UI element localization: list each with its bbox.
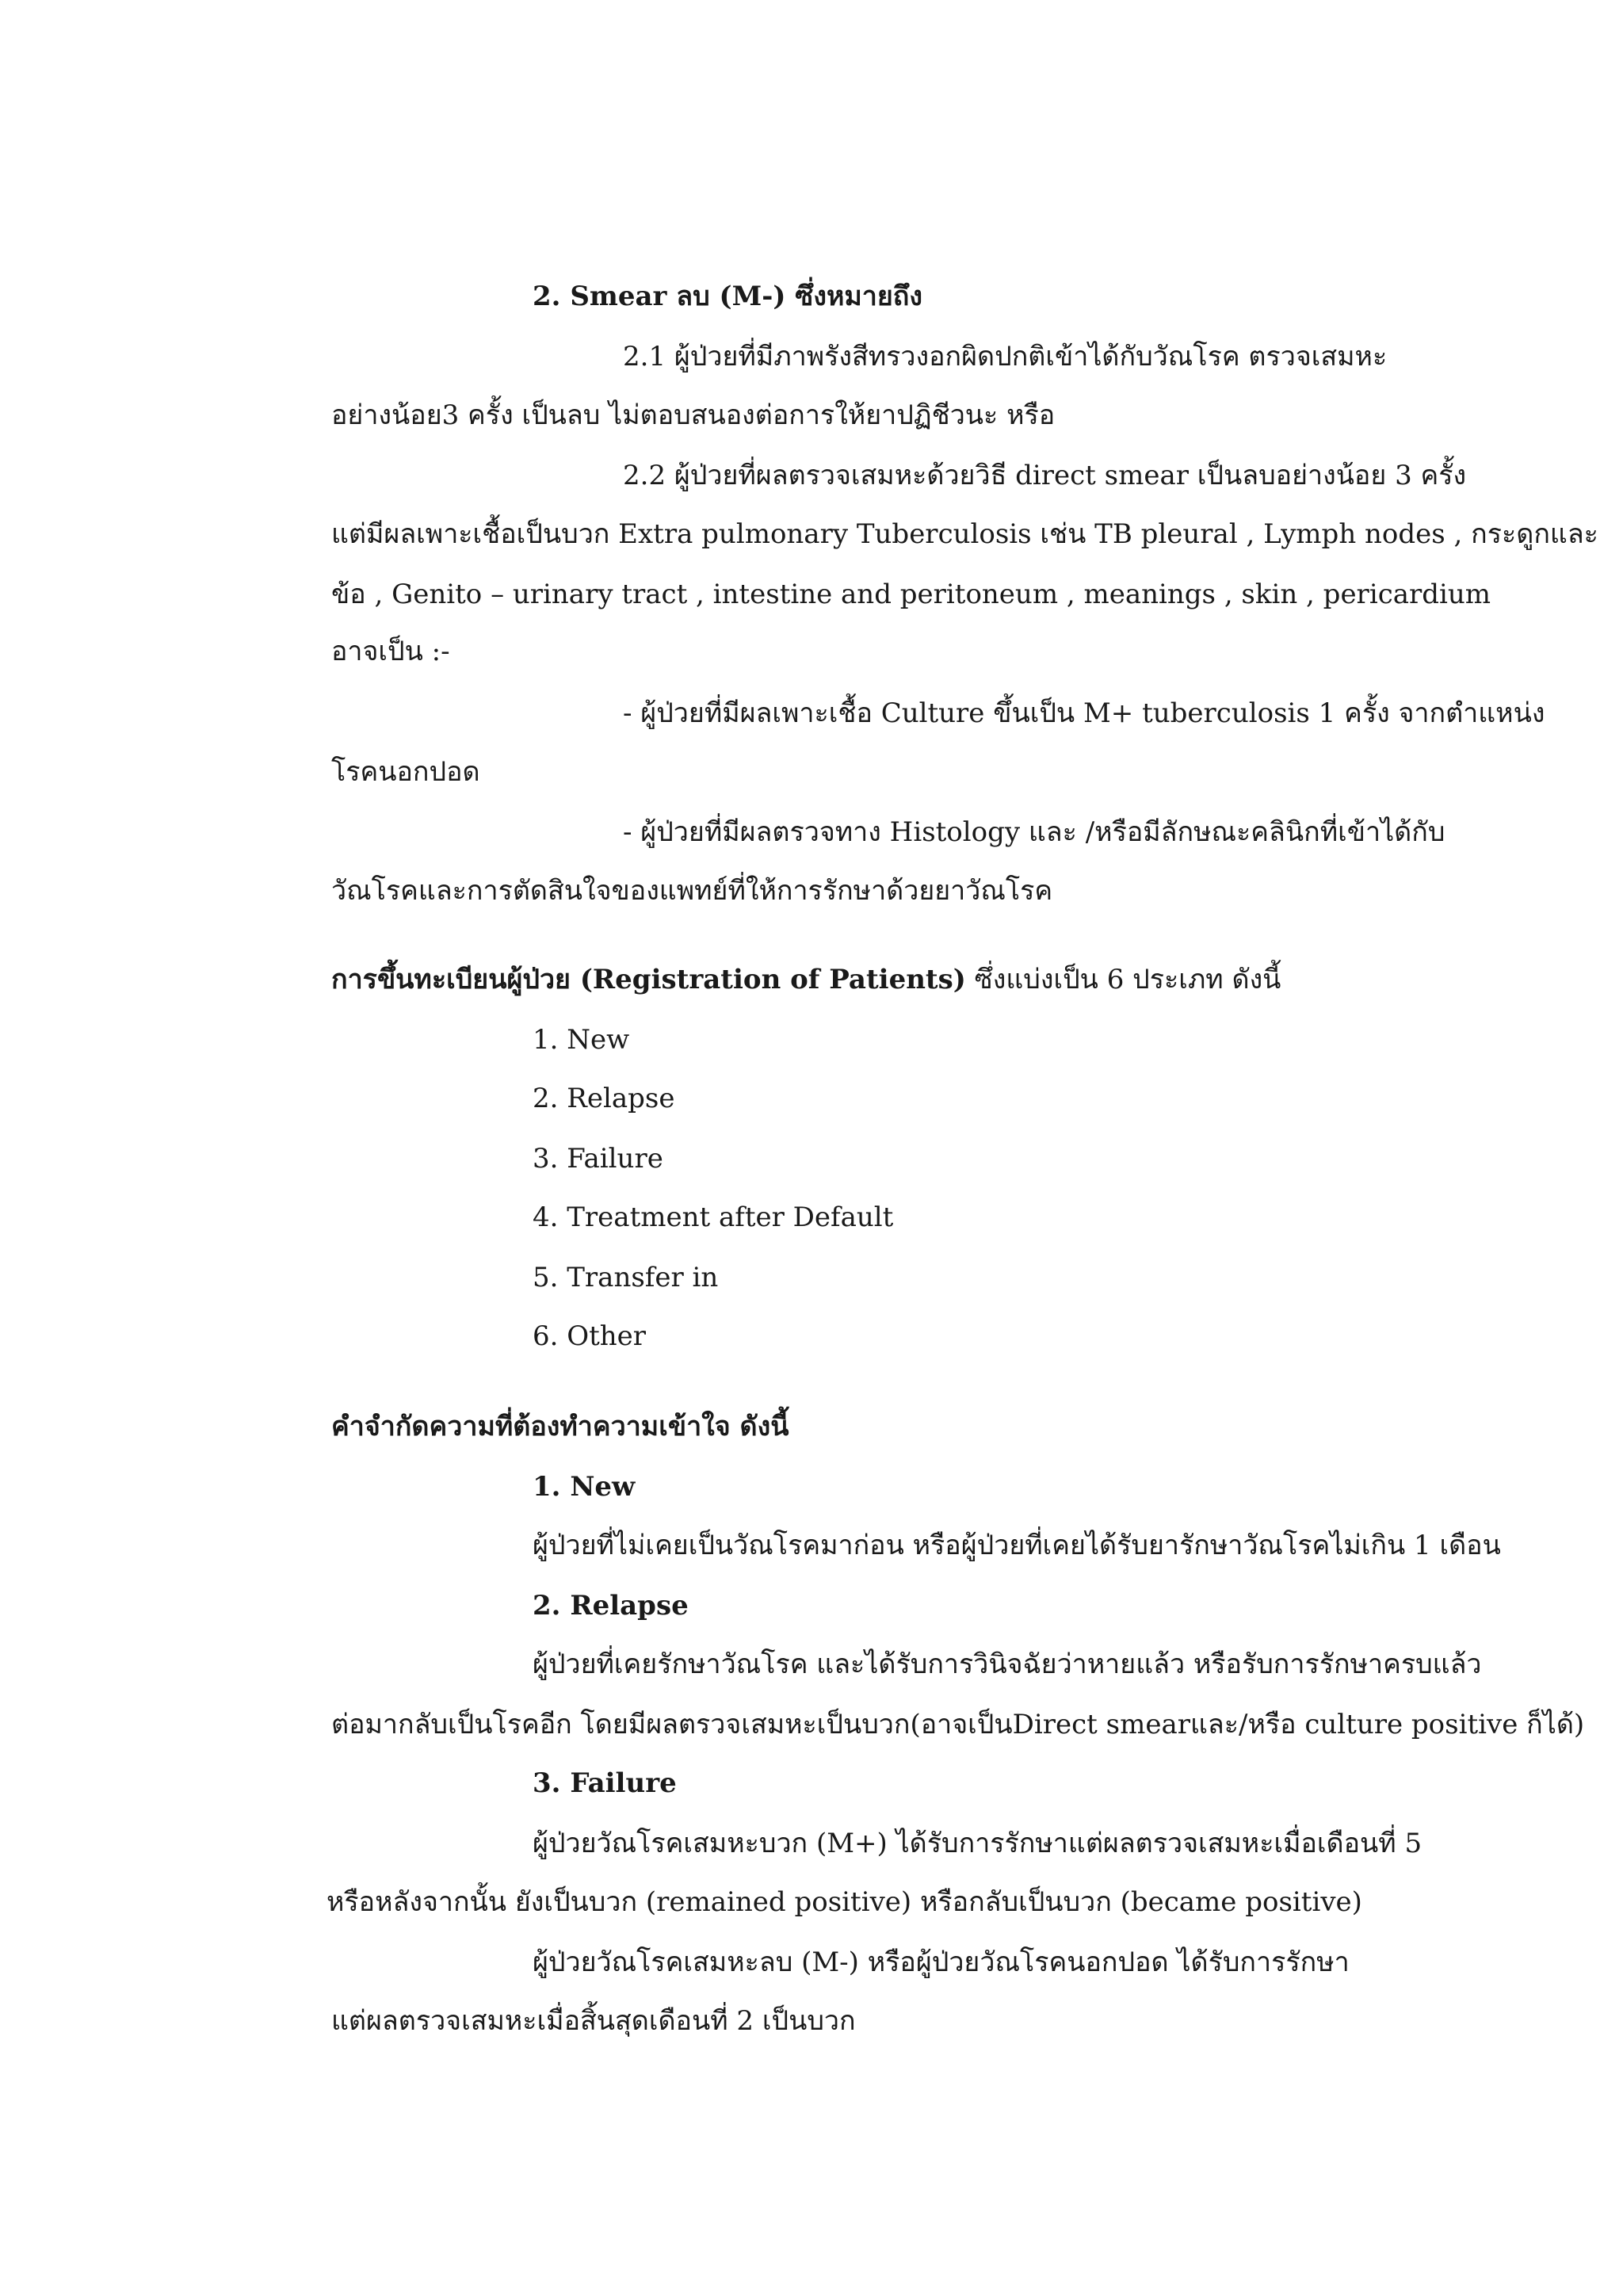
bullet-culture-line-2: โรคนอกปอด [331,756,480,788]
bullet-histology-line-2: วัณโรคและการตัดสินใจของแพทย์ที่ให้การรักษาด้วยยาวัณโรค [331,875,1053,907]
definition-failure-line-2: หรือหลังจากนั้น ยังเป็นบวก (remained positive) หรือกลับเป็นบวก (became positive) [327,1886,1362,1918]
bullet-histology-line-1: - ผู้ป่วยที่มีผลตรวจทาง Histology และ /หรือมีลักษณะคลินิกที่เข้าได้กับ [623,816,1445,848]
registration-item: 6. Other [533,1320,647,1352]
registration-item: 4. Treatment after Default [533,1201,894,1233]
paragraph-2-2-line-1: 2.2 ผู้ป่วยที่ผลตรวจเสมหะด้วยวิธี direct smear เป็นลบอย่างน้อย 3 ครั้ง [623,460,1467,491]
definition-failure-title: 3. Failure [533,1767,677,1799]
paragraph-2-1-line-2: อย่างน้อย3 ครั้ง เป็นลบ ไม่ตอบสนองต่อการให้ยาปฏิชีวนะ หรือ [331,399,1056,431]
registration-item: 3. Failure [533,1143,663,1175]
paragraph-2-2-line-4: อาจเป็น :- [331,636,450,667]
definition-failure-line-4: แต่ผลตรวจเสมหะเมื่อสิ้นสุดเดือนที่ 2 เป็นบวก [331,2005,856,2037]
definition-relapse-line-1: ผู้ป่วยที่เคยรักษาวัณโรค และได้รับการวินิจฉัยว่าหายแล้ว หรือรับการรักษาครบแล้ว [533,1648,1482,1680]
definitions-heading: คำจำกัดความที่ต้องทำความเข้าใจ ดังนี้ [331,1411,789,1442]
definition-failure-line-3: ผู้ป่วยวัณโรคเสมหะลบ (M-) หรือผู้ป่วยวัณโรคนอกปอด ได้รับการรักษา [533,1946,1350,1978]
registration-item: 1. New [533,1024,630,1056]
registration-heading: การขึ้นทะเบียนผู้ป่วย (Registration of Patients) [331,964,966,995]
registration-heading-line [331,962,1281,997]
definition-relapse-line-2: ต่อมากลับเป็นโรคอีก โดยมีผลตรวจเสมหะเป็นบวก(อาจเป็นDirect smearและ/หรือ culture positive ก็ได้) [331,1709,1585,1740]
definition-new-text: ผู้ป่วยที่ไม่เคยเป็นวัณโรคมาก่อน หรือผู้ป่วยที่เคยได้รับยารักษาวัณโรคไม่เกิน 1 เดือน [533,1530,1501,1561]
definition-failure-line-1: ผู้ป่วยวัณโรคเสมหะบวก (M+) ได้รับการรักษาแต่ผลตรวจเสมหะเมื่อเดือนที่ 5 [533,1828,1423,1859]
registration-heading-tail: ซึ่งแบ่งเป็น 6 ประเภท ดังนี้ [965,964,1281,995]
paragraph-2-2-line-2: แต่มีผลเพาะเชื้อเป็นบวก Extra pulmonary Tuberculosis เช่น TB pleural , Lymph nodes , กระดูกและ [331,518,1598,550]
registration-item: 2. Relapse [533,1083,675,1114]
definition-new-title: 1. New [533,1471,636,1503]
smear-negative-heading: 2. Smear ลบ (M-) ซึ่งหมายถึง [533,281,922,312]
definition-relapse-title: 2. Relapse [533,1590,689,1622]
bullet-culture-line-1: - ผู้ป่วยที่มีผลเพาะเชื้อ Culture ขึ้นเป็น M+ tuberculosis 1 ครั้ง จากตำแหน่ง [623,697,1545,729]
paragraph-2-1-line-1: 2.1 ผู้ป่วยที่มีภาพรังสีทรวงอกผิดปกติเข้าได้กับวัณโรค ตรวจเสมหะ [623,341,1388,372]
registration-item: 5. Transfer in [533,1262,719,1293]
paragraph-2-2-line-3: ข้อ , Genito – urinary tract , intestine and peritoneum , meanings , skin , pericardium [331,579,1491,610]
